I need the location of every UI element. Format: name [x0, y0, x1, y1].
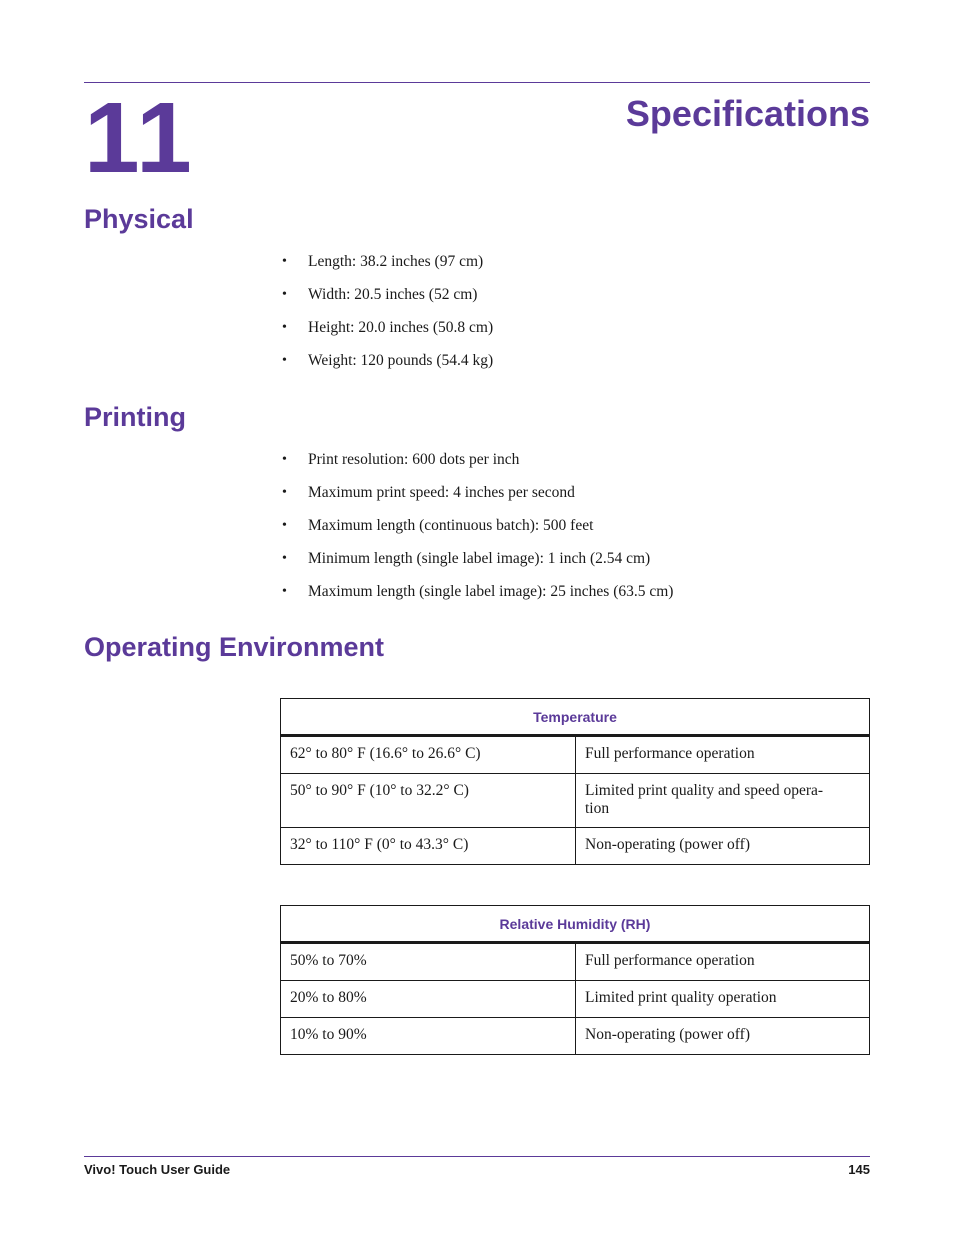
table-cell: Limited print quality operation — [576, 981, 870, 1018]
section-heading-physical: Physical — [84, 204, 194, 234]
list-item: • Minimum length (single label image): 1 inch (2.54 cm) — [280, 549, 673, 582]
list-item: • Print resolution: 600 dots per inch — [280, 450, 673, 483]
physical-spec-list — [280, 252, 493, 384]
table-row — [281, 774, 870, 828]
footer-rule — [84, 1156, 870, 1157]
chapter-number: 11 — [84, 82, 194, 194]
section-heading-operating-environment: Operating Environment — [84, 632, 385, 662]
table-cell: 10% to 90% — [281, 1018, 576, 1055]
table-cell: Non-operating (power off) — [576, 1018, 870, 1055]
table-cell: Limited print quality and speed opera- tion — [576, 774, 870, 828]
chapter-title: Specifications — [625, 93, 870, 134]
page-number: 145 — [848, 1162, 870, 1177]
table-row — [281, 981, 870, 1018]
table-header: Relative Humidity (RH) — [281, 906, 870, 943]
list-item: • Weight: 120 pounds (54.4 kg) — [280, 351, 493, 384]
footer-guide-title: Vivo! Touch User Guide — [84, 1162, 231, 1177]
list-item: • Maximum length (continuous batch): 500 feet — [280, 516, 673, 549]
table-row — [281, 736, 870, 774]
list-item: • Maximum length (single label image): 25 inches (63.5 cm) — [280, 582, 673, 615]
list-item: • Width: 20.5 inches (52 cm) — [280, 285, 493, 318]
table-cell: Full performance operation — [576, 943, 870, 981]
table-row — [281, 828, 870, 865]
printing-spec-list — [280, 450, 673, 615]
table-row — [281, 943, 870, 981]
list-item: • Length: 38.2 inches (97 cm) — [280, 252, 493, 285]
table-cell: Non-operating (power off) — [576, 828, 870, 865]
table-row — [281, 1018, 870, 1055]
table-cell: Full performance operation — [576, 736, 870, 774]
table-cell: 50% to 70% — [281, 943, 576, 981]
humidity-table — [280, 905, 870, 1055]
list-item: • Height: 20.0 inches (50.8 cm) — [280, 318, 493, 351]
table-cell: 62° to 80° F (16.6° to 26.6° C) — [281, 736, 576, 774]
top-rule — [84, 82, 870, 83]
temperature-table — [280, 698, 870, 865]
list-item: • Maximum print speed: 4 inches per second — [280, 483, 673, 516]
table-header: Temperature — [281, 699, 870, 736]
table-cell: 20% to 80% — [281, 981, 576, 1018]
section-heading-printing: Printing — [84, 402, 186, 432]
table-cell: 50° to 90° F (10° to 32.2° C) — [281, 774, 576, 828]
table-cell: 32° to 110° F (0° to 43.3° C) — [281, 828, 576, 865]
